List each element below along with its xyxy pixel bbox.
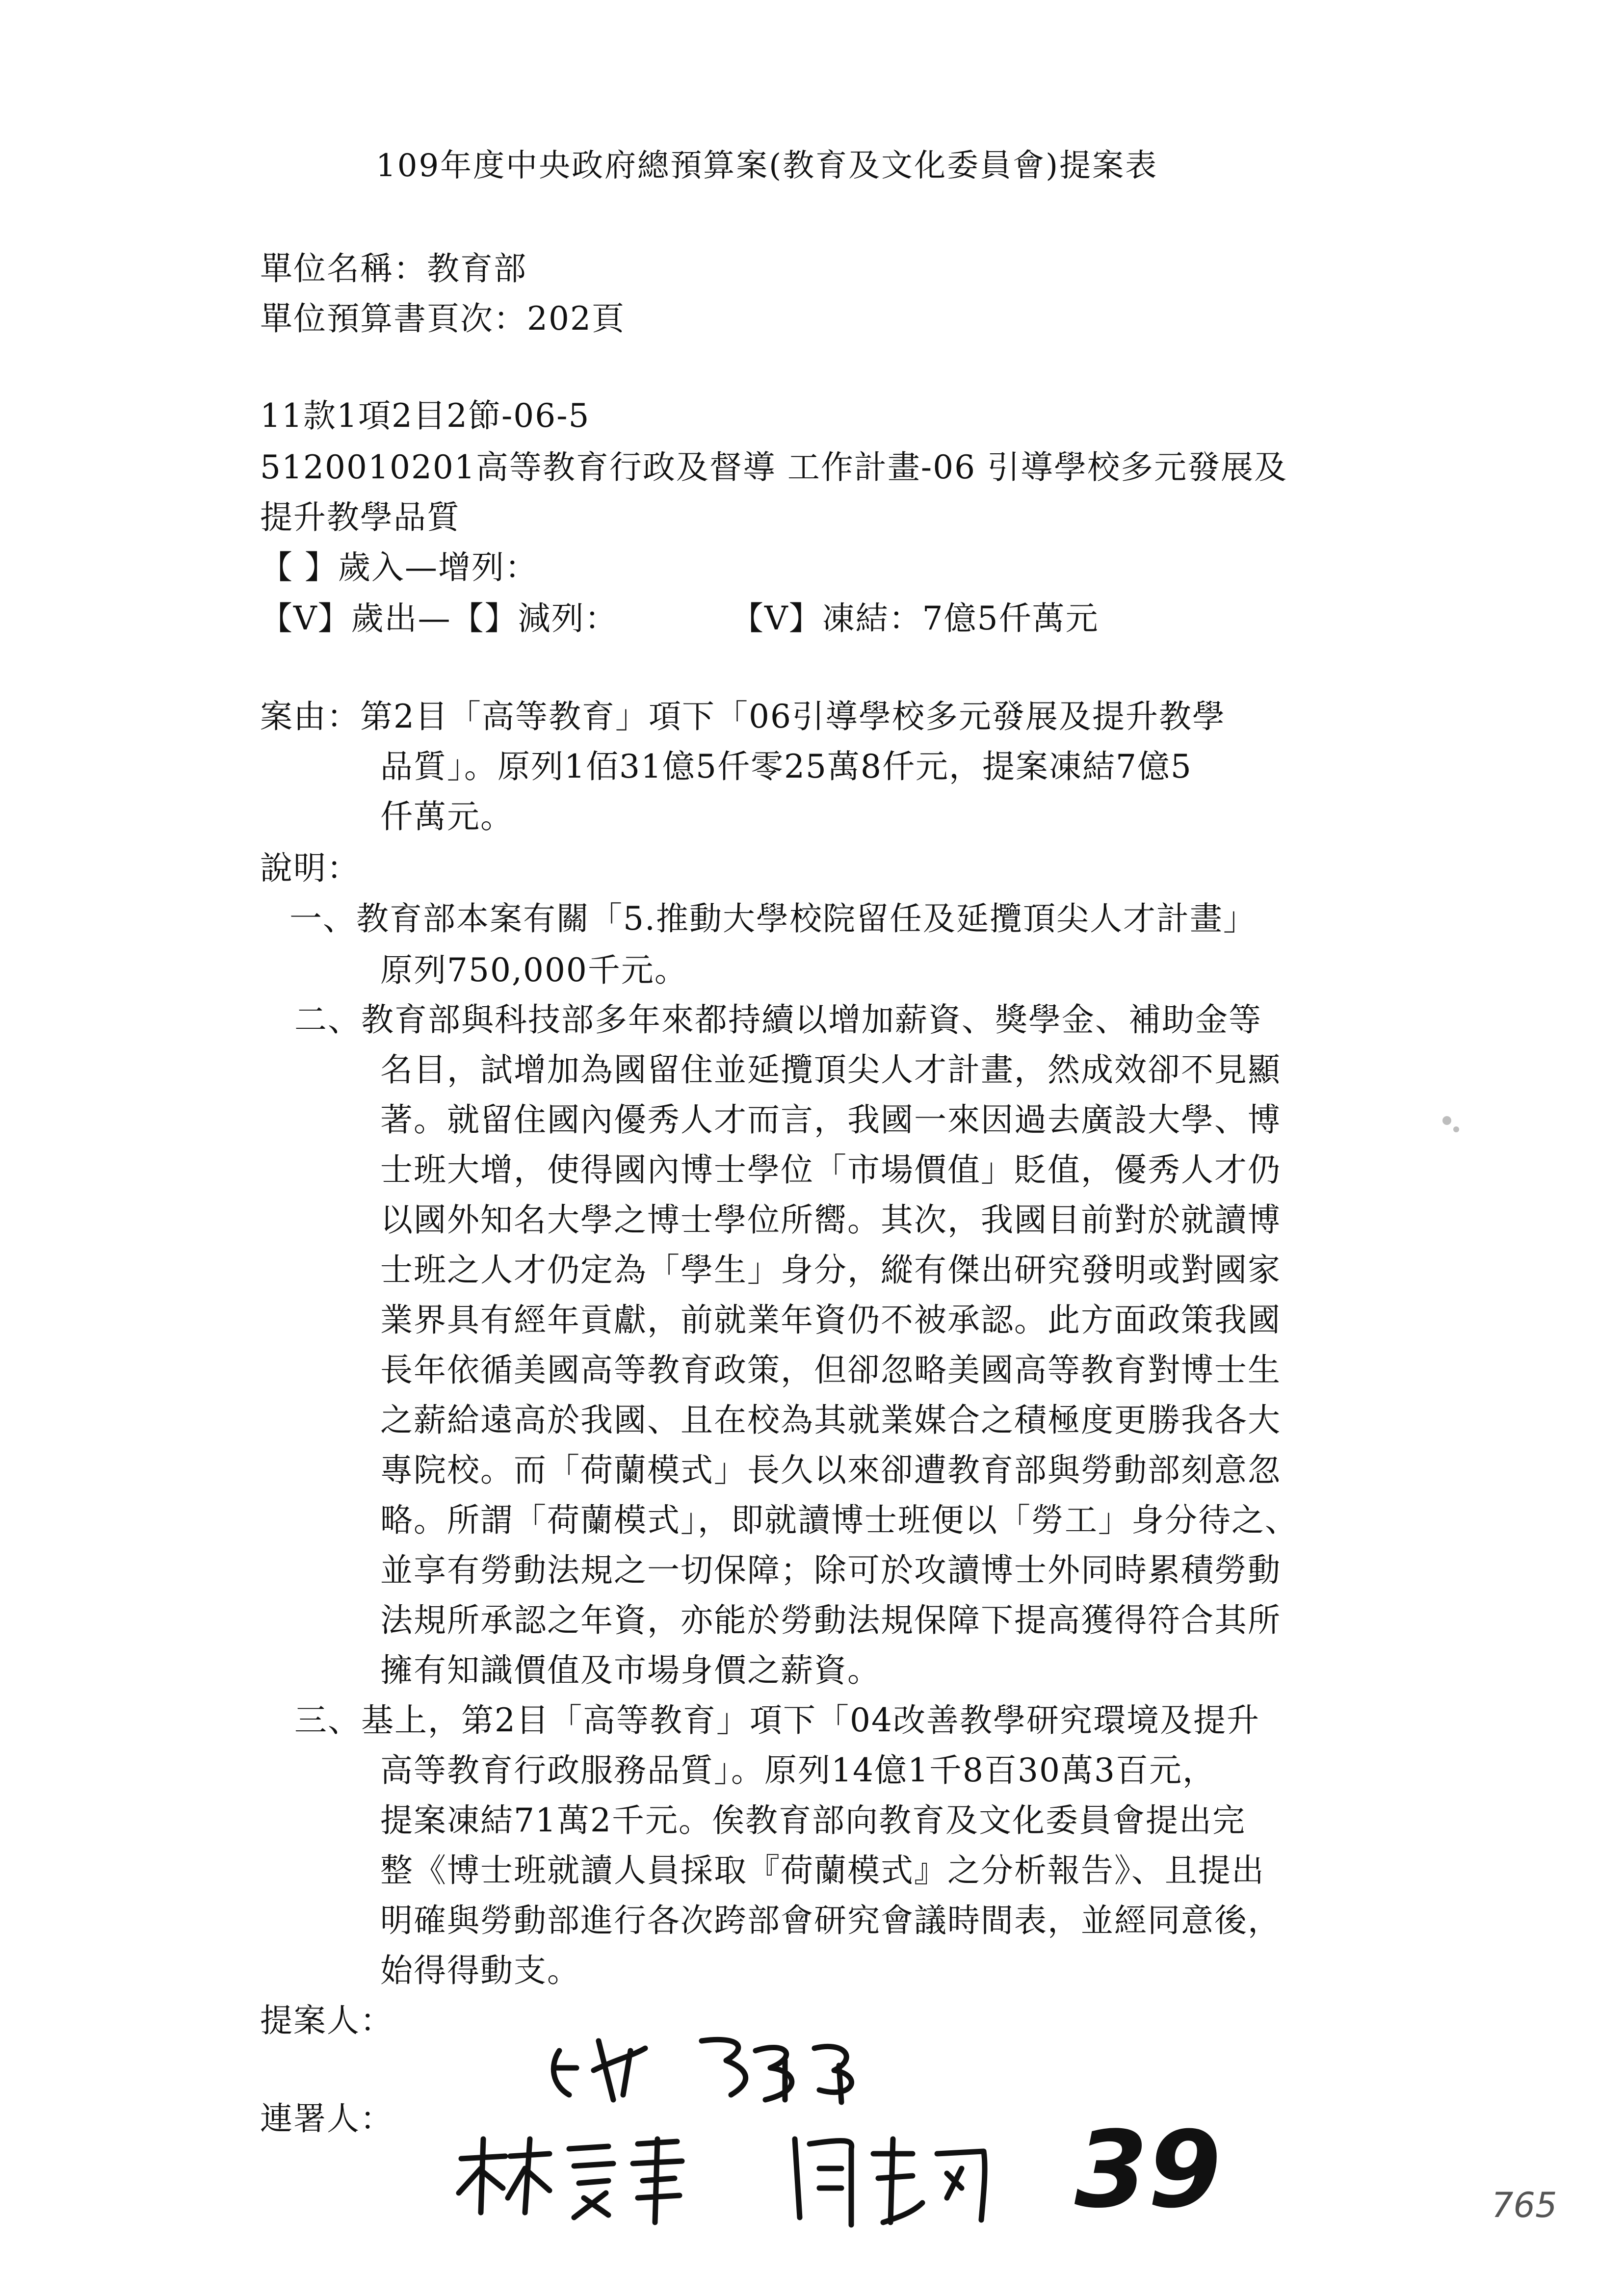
page-title: 109年度中央政府總預算案(教育及文化委員會)提案表 (376, 148, 1158, 184)
explanation-2-line-2: 名目，試增加為國留住並延攬頂尖人才計畫，然成效卻不見顯 (380, 1051, 1281, 1089)
explanation-2-line-6: 士班之人才仍定為「學生」身分，縱有傑出研究發明或對國家 (380, 1251, 1281, 1289)
item-code: 11款1項2目2節-06-5 (260, 397, 590, 435)
expenditure-line: 【V】歲出—【】減列： (260, 600, 618, 637)
explanation-3-line-3: 提案凍結71萬2千元。俟教育部向教育及文化委員會提出完 (380, 1801, 1246, 1839)
program-line-2: 提升教學品質 (260, 498, 460, 536)
cosigner-signature-2 (765, 2119, 1040, 2237)
unit-name: 單位名稱：教育部 (260, 250, 527, 287)
explanation-2-line-5: 以國外知名大學之博士學位所嚮。其次，我國目前對於就讀博 (380, 1201, 1281, 1239)
explanation-1-line-2: 原列750,000千元。 (380, 951, 688, 989)
explanation-1-line-1: 一、教育部本案有關「5.推動大學校院留任及延攬頂尖人才計畫」 (289, 900, 1257, 938)
explanation-3-line-5: 明確與勞動部進行各次跨部會研究會議時間表，並經同意後， (380, 1902, 1281, 1939)
explanation-2-line-14: 擁有知識價值及市場身價之薪資。 (380, 1651, 881, 1689)
page-mark: 765 (1492, 2185, 1557, 2225)
explanation-2-line-8: 長年依循美國高等教育政策，但卻忽略美國高等教育對博士生 (380, 1351, 1281, 1389)
explanation-2-line-4: 士班大增，使得國內博士學位「市場價值」貶值，優秀人才仍 (380, 1151, 1281, 1189)
explanation-3-line-4: 整《博士班就讀人員採取『荷蘭模式』之分析報告》、且提出 (380, 1852, 1265, 1889)
explanation-3-line-6: 始得得動支。 (380, 1952, 580, 1989)
scan-speck (1442, 1116, 1451, 1125)
cosigner-signature-1 (451, 2129, 697, 2227)
budget-page: 單位預算書頁次：202頁 (260, 300, 625, 338)
explanation-2-line-11: 略。所謂「荷蘭模式」，即就讀博士班便以「勞工」身分待之、 (380, 1501, 1298, 1539)
proposer-label: 提案人： (260, 2002, 393, 2039)
explanation-2-line-1: 二、教育部與科技部多年來都持續以增加薪資、獎學金、補助金等 (294, 1001, 1262, 1039)
revenue-line: 【 】歲入—增列： (260, 548, 538, 586)
explanation-label: 說明： (260, 849, 360, 887)
scan-speck (1453, 1126, 1459, 1132)
program-line-1: 5120010201高等教育行政及督導 工作計畫-06 引導學校多元發展及 (260, 448, 1288, 486)
reason-line-2: 品質」。原列1佰31億5仟零25萬8仟元，提案凍結7億5 (380, 748, 1192, 785)
cosigner-count: 39 (1074, 2108, 1222, 2231)
freeze-line: 【V】凍結：7億5仟萬元 (731, 600, 1099, 637)
explanation-2-line-9: 之薪給遠高於我國、且在校為其就業媒合之積極度更勝我各大 (380, 1401, 1281, 1439)
explanation-2-line-7: 業界具有經年貢獻，前就業年資仍不被承認。此方面政策我國 (380, 1301, 1281, 1339)
explanation-2-line-12: 並享有勞動法規之一切保障；除可於攻讀博士外同時累積勞動 (380, 1551, 1281, 1589)
reason-line-3: 仟萬元。 (380, 798, 514, 835)
explanation-2-line-3: 著。就留住國內優秀人才而言，我國一來因過去廣設大學、博 (380, 1101, 1281, 1139)
proposer-signature (540, 2021, 883, 2110)
explanation-3-line-1: 三、基上，第2目「高等教育」項下「04改善教學研究環境及提升 (294, 1701, 1260, 1739)
explanation-2-line-13: 法規所承認之年資，亦能於勞動法規保障下提高獲得符合其所 (380, 1601, 1281, 1639)
explanation-2-line-10: 專院校。而「荷蘭模式」長久以來卻遭教育部與勞動部刻意忽 (380, 1451, 1281, 1489)
explanation-3-line-2: 高等教育行政服務品質」。原列14億1千8百30萬3百元， (380, 1751, 1216, 1789)
cosigner-label: 連署人： (260, 2100, 393, 2138)
reason-line-1: 案由：第2目「高等教育」項下「06引導學校多元發展及提升教學 (260, 698, 1226, 735)
